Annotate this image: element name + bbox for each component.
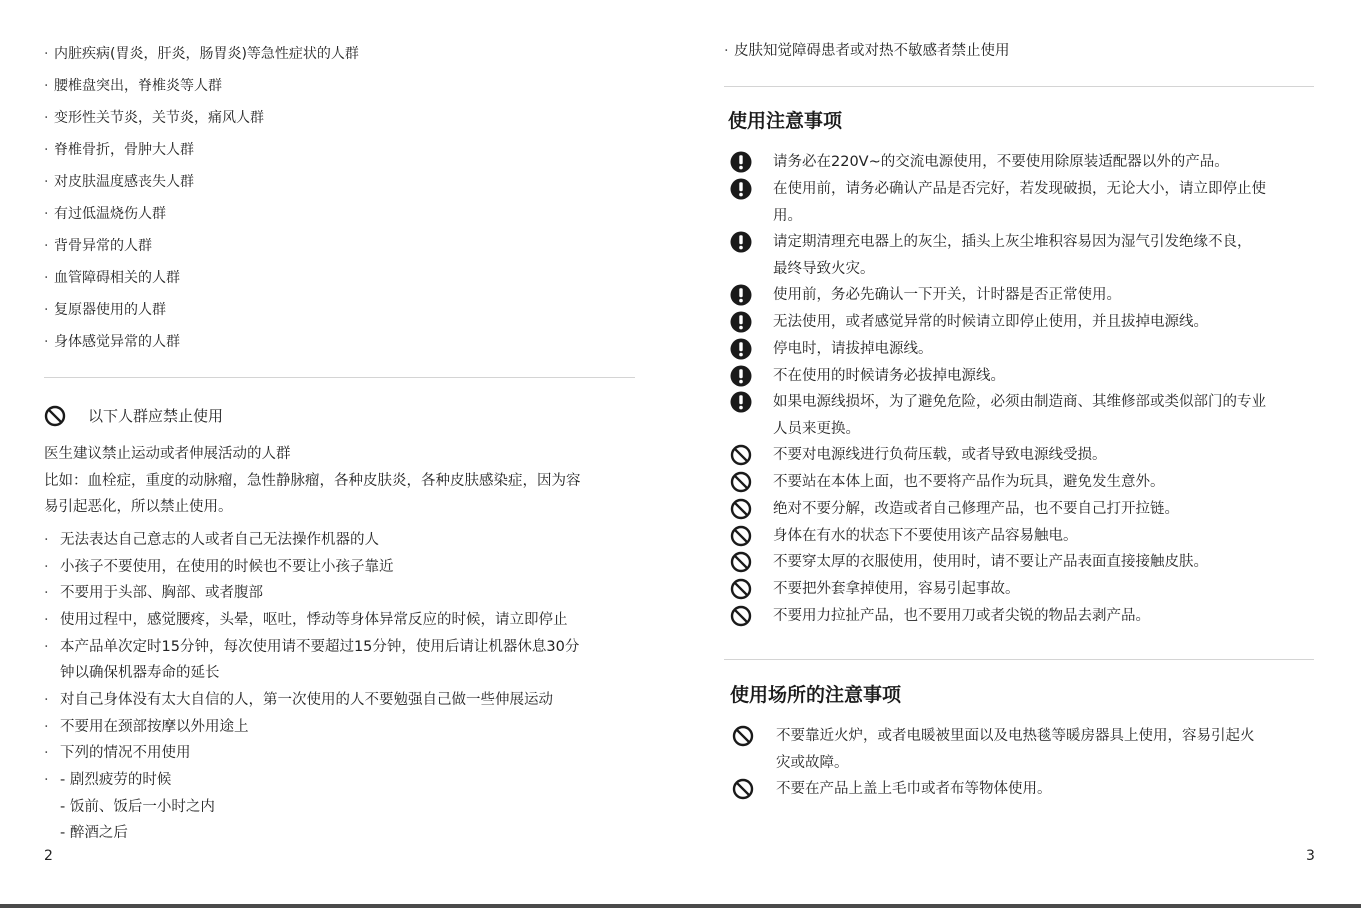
prohibited-icon <box>730 444 752 466</box>
exclamation-circle-icon <box>730 151 752 173</box>
sub-list-item: - 饭前、饭后一小时之内 <box>60 799 215 815</box>
caution-text: 不要穿太厚的衣服使用，使用时，请不要让产品表面直接接触皮肤。 <box>773 554 1208 570</box>
caution-text: 不要用力拉扯产品，也不要用刀或者尖锐的物品去剥产品。 <box>773 608 1150 624</box>
caution-text: 请定期清理充电器上的灰尘，插头上灰尘堆积容易因为湿气引发绝缘不良， <box>773 234 1252 250</box>
list-item: · 无法表达自己意志的人或者自己无法操作机器的人 <box>44 532 379 548</box>
list-item: · 对皮肤温度感丧失人群 <box>44 174 194 190</box>
left-page <box>0 0 680 908</box>
caution-text: 不在使用的时候请务必拔掉电源线。 <box>773 368 1005 384</box>
paragraph-line: 易引起恶化，所以禁止使用。 <box>44 499 233 515</box>
prohibited-icon <box>730 578 752 600</box>
caution-text: 绝对不要分解，改造或者自己修理产品，也不要自己打开拉链。 <box>773 501 1179 517</box>
list-item: · 背骨异常的人群 <box>44 238 152 254</box>
list-item: · 复原器使用的人群 <box>44 302 166 318</box>
exclamation-circle-icon <box>730 284 752 306</box>
list-item: · 皮肤知觉障碍患者或对热不敏感者禁止使用 <box>724 43 1010 59</box>
list-item: · 对自己身体没有太大自信的人，第一次使用的人不要勉强自己做一些伸展运动 <box>44 692 553 708</box>
caution-text: 不要对电源线进行负荷压载，或者导致电源线受损。 <box>773 447 1107 463</box>
divider <box>724 659 1314 660</box>
section-title: 使用场所的注意事项 <box>730 684 902 706</box>
list-item: · 腰椎盘突出，脊椎炎等人群 <box>44 78 222 94</box>
caution-text-continuation: 灾或故障。 <box>776 755 849 771</box>
exclamation-circle-icon <box>730 365 752 387</box>
list-item: · 小孩子不要使用，在使用的时候也不要让小孩子靠近 <box>44 559 394 575</box>
list-item: · - 剧烈疲劳的时候 <box>44 772 172 788</box>
exclamation-circle-icon <box>730 338 752 360</box>
caution-text: 如果电源线损坏，为了避免危险，必须由制造商、其维修部或类似部门的专业 <box>773 394 1266 410</box>
list-item: · 下列的情况不用使用 <box>44 745 191 761</box>
exclamation-circle-icon <box>730 231 752 253</box>
list-item: · 内脏疾病(胃炎，肝炎，肠胃炎)等急性症状的人群 <box>44 46 359 62</box>
bottom-edge-bar <box>0 904 1361 908</box>
list-item: · 有过低温烧伤人群 <box>44 206 166 222</box>
prohibited-icon <box>732 778 754 800</box>
caution-text: 不要站在本体上面，也不要将产品作为玩具，避免发生意外。 <box>773 474 1165 490</box>
caution-text-continuation: 人员来更换。 <box>773 421 860 437</box>
caution-text: 请务必在220V~的交流电源使用，不要使用除原装适配器以外的产品。 <box>773 154 1229 170</box>
prohibited-icon <box>732 725 754 747</box>
list-item: · 变形性关节炎，关节炎，痛风人群 <box>44 110 264 126</box>
list-item: · 身体感觉异常的人群 <box>44 334 180 350</box>
right-page <box>680 0 1361 908</box>
exclamation-circle-icon <box>730 311 752 333</box>
list-item: · 不要用在颈部按摩以外用途上 <box>44 719 249 735</box>
paragraph-line: 医生建议禁止运动或者伸展活动的人群 <box>44 446 291 462</box>
section-title: 使用注意事项 <box>728 110 843 132</box>
prohibited-icon <box>730 498 752 520</box>
list-item: · 本产品单次定时15分钟，每次使用请不要超过15分钟，使用后请让机器休息30分 <box>44 639 580 655</box>
sub-list-item: - 醉酒之后 <box>60 825 128 841</box>
divider <box>44 377 635 378</box>
exclamation-circle-icon <box>730 391 752 413</box>
caution-text: 使用前，务必先确认一下开关，计时器是否正常使用。 <box>773 287 1121 303</box>
paragraph-line: 比如：血栓症，重度的动脉瘤，急性静脉瘤，各种皮肤炎，各种皮肤感染症，因为容 <box>44 473 581 489</box>
page-number: 2 <box>44 848 53 864</box>
caution-text: 不要在产品上盖上毛巾或者布等物体使用。 <box>776 781 1052 797</box>
list-item: · 血管障碍相关的人群 <box>44 270 180 286</box>
caution-text-continuation: 用。 <box>773 208 802 224</box>
prohibited-icon <box>44 405 66 427</box>
caution-text: 无法使用，或者感觉异常的时候请立即停止使用，并且拔掉电源线。 <box>773 314 1208 330</box>
caution-text: 在使用前，请务必确认产品是否完好，若发现破损，无论大小，请立即停止使 <box>773 181 1266 197</box>
list-item-continuation: 钟以确保机器寿命的延长 <box>60 665 220 681</box>
divider <box>724 86 1314 87</box>
exclamation-circle-icon <box>730 178 752 200</box>
list-item: · 脊椎骨折，骨肿大人群 <box>44 142 194 158</box>
prohibited-icon <box>730 551 752 573</box>
caution-text: 不要靠近火炉，或者电暖被里面以及电热毯等暖房器具上使用，容易引起火 <box>776 728 1255 744</box>
caution-text-continuation: 最终导致火灾。 <box>773 261 875 277</box>
prohibited-icon <box>730 525 752 547</box>
caution-text: 停电时，请拔掉电源线。 <box>773 341 933 357</box>
caution-text: 身体在有水的状态下不要使用该产品容易触电。 <box>773 528 1078 544</box>
caution-text: 不要把外套拿掉使用，容易引起事故。 <box>773 581 1020 597</box>
page-number: 3 <box>1306 848 1315 864</box>
ban-section-title: 以下人群应禁止使用 <box>88 407 224 425</box>
prohibited-icon <box>730 605 752 627</box>
prohibited-icon <box>730 471 752 493</box>
list-item: · 不要用于头部、胸部、或者腹部 <box>44 585 263 601</box>
list-item: · 使用过程中，感觉腰疼，头晕，呕吐，悸动等身体异常反应的时候，请立即停止 <box>44 612 568 628</box>
